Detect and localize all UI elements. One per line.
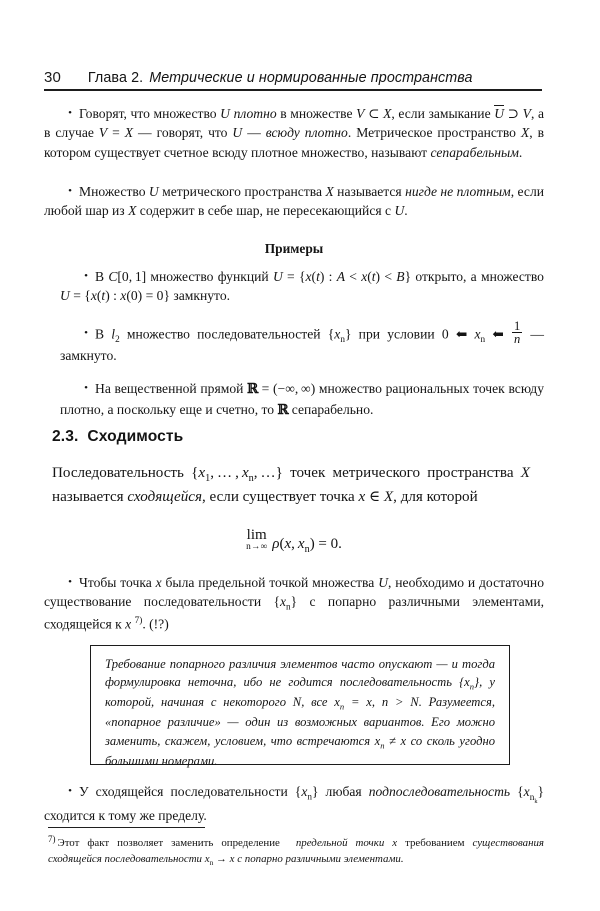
section-intro: Последовательность {$x_1$, … , $x_n$, …} точек метрического пространства X называется сходящейся, если существует точка x ∈ X, для которой [52, 465, 530, 505]
limit-expression: ρ(x, $x_n) = 0$. [272, 536, 342, 556]
paragraph-subsequence-wrap [44, 782, 544, 826]
remark-text: Требование попарного различия элементов часто опускают — и тогда формулировка неточна, ибо не годится последовательность $\{x_n\}$, у которой, начиная с некоторого N, все $x_n = x$, n > N. Разумеется, «попарное различие» — один из возможных вариантов. Его можно заменить, скажем, условием, что встречаются $x_n \ne x$ со сколь угодно большими номерами. [105, 657, 495, 768]
limit-subscript: n→∞ [246, 542, 268, 552]
footnote: $^{7)}$ Этот факт позволяет заменить определение предельной точки x требованием существования сходящейся последовательности $x_n \to x$ с попарно различными элементами. [48, 834, 544, 867]
example-item-3: •На вещественной прямой ℝ = (−∞, ∞) множество рациональных точек всюду плотно, а поскольку еще и счетно, то ℝ сепарабельно. [60, 379, 544, 420]
footnote-marker: 7) [48, 834, 56, 844]
chapter-title: Метрические и нормированные пространства [149, 70, 473, 86]
section-number: 2.3. [52, 428, 79, 445]
section-title: Сходимость [87, 428, 184, 445]
example-item-1: •В C[0, 1] множество функций U = {x(t) : A < x(t) < B} открыто, а множество U = {x(t) : x(0) = 0} замкнуто. [60, 267, 544, 306]
paragraph-limit-point-wrap [44, 573, 544, 634]
limit-operator [246, 527, 267, 552]
bullet-icon [44, 104, 79, 123]
body-column [44, 104, 544, 220]
limit-op-label: lim [246, 527, 267, 543]
bullet-icon [44, 182, 79, 201]
bullet-icon [60, 267, 95, 286]
paragraph-dense-set: •Говорят, что множество U плотно в множестве V ⊂ X, если замыкание U ⊃ V, а в случае V = X — говорят, что U — всюду плотно. Метрическое пространство X, в котором существует счетное всюду плотное множество, называют сепарабельным. [44, 104, 544, 162]
paragraph-nowhere-dense: •Множество U метрического пространства X называется нигде не плотным, если любой шар из X содержит в себе шар, не пересекающийся с U. [44, 182, 544, 221]
bullet-icon [44, 573, 79, 592]
footnote-reference[interactable]: 7) [134, 615, 143, 626]
header-rule [44, 89, 542, 91]
display-equation [44, 527, 544, 555]
section-heading [52, 428, 183, 446]
bullet-icon [60, 379, 95, 398]
paragraph-limit-point: •Чтобы точка x была предельной точкой множества U, необходимо и достаточно существование последовательности $\{x_n\}$ с попарно различными элементами, сходящейся к x $^{7)}$. (!?) [44, 573, 544, 634]
examples-list [60, 267, 544, 420]
chapter-title-line [88, 70, 473, 86]
paragraph-subsequence: •У сходящейся последовательности $\{x_n\}$ любая подпоследовательность $\{x_{n_k}\}$ сходится к тому же пределу. [44, 782, 544, 826]
chapter-number: Глава 2. [87, 70, 144, 86]
examples-heading: Примеры [264, 241, 324, 256]
remark-box [90, 645, 510, 768]
footnote-rule [48, 827, 205, 828]
bullet-icon [60, 324, 95, 343]
bullet-icon [44, 782, 79, 801]
example-item-2: •В $l_2$ множество последовательностей $\{x_n\}$ при условии 0 ⬅​ $x_n$ ⬅​ $\frac{1}{n}$ — замкнуто. [60, 320, 544, 366]
page-number: 30 [44, 69, 61, 86]
running-head [44, 60, 542, 86]
